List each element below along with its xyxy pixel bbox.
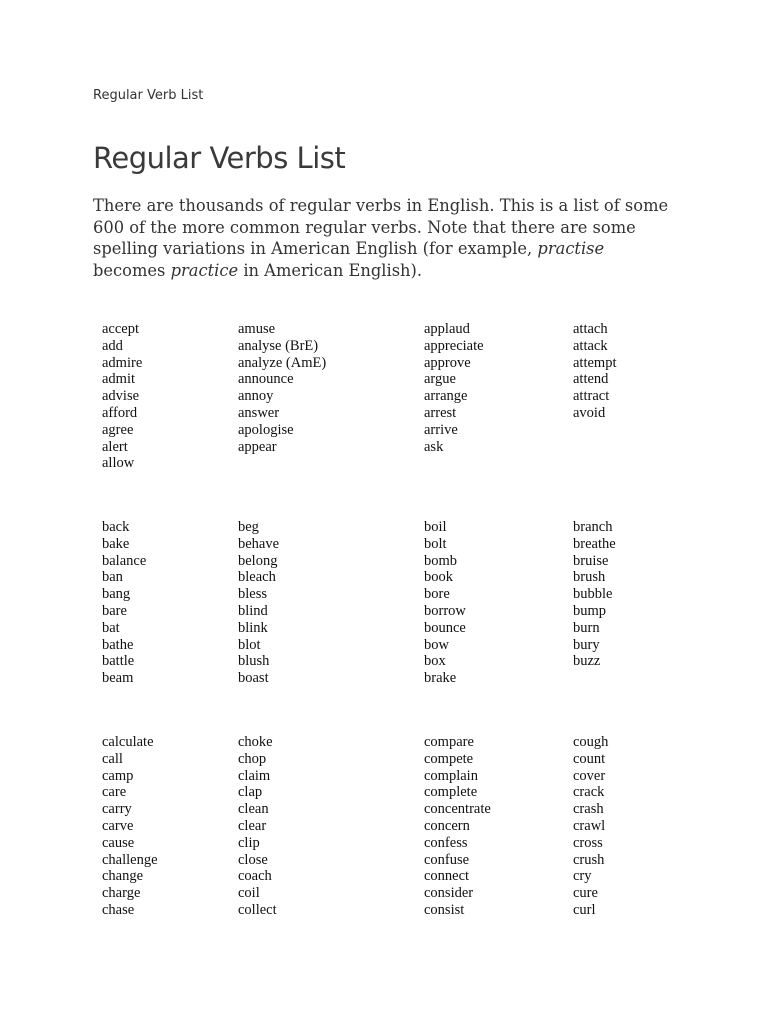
intro-example-bre: practise [537, 239, 605, 258]
verb-item: crush [573, 851, 605, 868]
verb-item: bat [102, 619, 120, 636]
verb-item: bounce [424, 619, 466, 636]
verb-item: concentrate [424, 801, 491, 818]
intro-example-ame: practice [170, 260, 239, 280]
verb-item: bolt [424, 535, 447, 552]
verb-column [102, 321, 142, 472]
verb-column [238, 734, 277, 919]
verb-item: annoy [238, 388, 274, 405]
verb-item: coach [238, 868, 272, 885]
verb-item: amuse [238, 321, 276, 337]
verb-item: close [238, 851, 268, 868]
verb-item: boil [424, 519, 447, 535]
verb-item: behave [238, 535, 280, 552]
verb-item: argue [424, 371, 456, 388]
verb-item: carve [102, 817, 134, 834]
verb-column [573, 519, 616, 670]
verb-item: brush [573, 569, 606, 586]
verb-column [424, 321, 484, 455]
verb-item: crack [573, 784, 605, 801]
verb-item: curl [573, 901, 596, 918]
verb-item: blush [238, 653, 270, 670]
verb-item: avoid [573, 404, 606, 421]
verb-item: consist [424, 901, 465, 918]
verb-column [424, 734, 491, 919]
verb-column [102, 734, 158, 919]
verb-item: cure [573, 885, 598, 902]
verb-item: ban [102, 569, 123, 586]
verb-column [102, 519, 146, 687]
verb-item: approve [424, 354, 471, 371]
verb-item: bow [424, 636, 449, 653]
verb-item: belong [238, 552, 278, 569]
verb-item: attract [573, 388, 610, 405]
verb-item: bomb [424, 552, 458, 569]
verb-item: applaud [424, 321, 470, 337]
verb-item: complain [424, 767, 478, 784]
intro-text: in American English). [238, 260, 423, 280]
verb-item: announce [238, 371, 294, 388]
verb-item: analyze (AmE) [238, 354, 327, 371]
intro-text: There are thousands of regular verbs in English. This is a list of some 600 of the more common regular verbs. Note that there are some spelling variations in American English (for example, [93, 196, 669, 258]
verb-item: bang [102, 586, 131, 603]
verb-item: beg [238, 519, 259, 535]
verb-item: confuse [424, 851, 470, 868]
verb-item: compare [424, 734, 474, 750]
verb-item: box [424, 653, 446, 670]
verb-item: bless [238, 586, 267, 603]
verb-item: burn [573, 619, 600, 636]
verb-item: bore [424, 586, 450, 603]
verb-item: confess [424, 834, 468, 851]
verb-item: camp [102, 767, 134, 784]
verb-item: attach [573, 321, 608, 337]
verb-item: boast [238, 670, 269, 687]
verb-item: calculate [102, 734, 154, 750]
verb-item: beam [102, 670, 134, 687]
verb-item: count [573, 750, 606, 767]
verb-item: balance [102, 552, 147, 569]
verb-column [238, 321, 326, 455]
verb-item: chop [238, 750, 267, 767]
verb-item: claim [238, 767, 271, 784]
verb-column [573, 734, 608, 919]
verb-column [238, 519, 279, 687]
intro-paragraph [93, 195, 673, 281]
verb-item: ask [424, 438, 444, 455]
intro-text: becomes [93, 260, 171, 280]
verb-item: book [424, 569, 453, 586]
verb-item: branch [573, 519, 613, 535]
verb-item: crawl [573, 817, 606, 834]
verb-item: bare [102, 602, 127, 619]
verb-item: compete [424, 750, 474, 767]
verb-item: cry [573, 868, 592, 885]
verb-item: attempt [573, 354, 617, 371]
verb-item: admire [102, 354, 143, 371]
verb-item: crash [573, 801, 604, 818]
verb-item: bury [573, 636, 600, 653]
page-title: Regular Verbs List [93, 141, 346, 175]
verb-item: add [102, 337, 123, 354]
verb-column [573, 321, 617, 422]
verb-item: borrow [424, 602, 466, 619]
verb-item: blink [238, 619, 268, 636]
verb-item: call [102, 750, 123, 767]
verb-item: change [102, 868, 144, 885]
verb-item: attend [573, 371, 609, 388]
verb-item: choke [238, 734, 273, 750]
verb-item: clean [238, 801, 269, 818]
verb-item: cross [573, 834, 603, 851]
verb-item: arrive [424, 421, 458, 438]
verb-item: chase [102, 901, 135, 918]
verb-item: carry [102, 801, 132, 818]
verb-item: clear [238, 817, 267, 834]
verb-item: care [102, 784, 127, 801]
verb-item: bruise [573, 552, 609, 569]
verb-item: bathe [102, 636, 134, 653]
verb-item: bake [102, 535, 130, 552]
running-header: Regular Verb List [93, 88, 204, 103]
verb-item: cause [102, 834, 135, 851]
verb-item: afford [102, 404, 138, 421]
verb-item: arrest [424, 404, 457, 421]
verb-item: analyse (BrE) [238, 337, 319, 354]
verb-item: answer [238, 404, 280, 421]
verb-item: appreciate [424, 337, 484, 354]
verb-item: bump [573, 602, 607, 619]
verb-item: bleach [238, 569, 276, 586]
verb-item: breathe [573, 535, 616, 552]
verb-column [424, 519, 466, 687]
verb-item: attack [573, 337, 608, 354]
verb-item: cover [573, 767, 606, 784]
verb-item: alert [102, 438, 128, 455]
verb-item: challenge [102, 851, 158, 868]
verb-item: allow [102, 455, 135, 472]
verb-item: back [102, 519, 130, 535]
verb-item: advise [102, 388, 140, 405]
verb-item: battle [102, 653, 135, 670]
verb-item: admit [102, 371, 136, 388]
verb-item: collect [238, 901, 277, 918]
verb-item: accept [102, 321, 140, 337]
verb-item: brake [424, 670, 457, 687]
verb-item: blot [238, 636, 261, 653]
verb-item: consider [424, 885, 474, 902]
verb-item: clip [238, 834, 260, 851]
verb-item: clap [238, 784, 263, 801]
verb-item: complete [424, 784, 478, 801]
verb-item: concern [424, 817, 470, 834]
verb-item: blind [238, 602, 268, 619]
verb-item: charge [102, 885, 141, 902]
verb-item: agree [102, 421, 134, 438]
verb-item: coil [238, 885, 260, 902]
verb-item: appear [238, 438, 277, 455]
verb-item: cough [573, 734, 609, 750]
verb-item: bubble [573, 586, 613, 603]
verb-item: buzz [573, 653, 601, 670]
verb-item: apologise [238, 421, 294, 438]
verb-item: arrange [424, 388, 468, 405]
verb-item: connect [424, 868, 470, 885]
